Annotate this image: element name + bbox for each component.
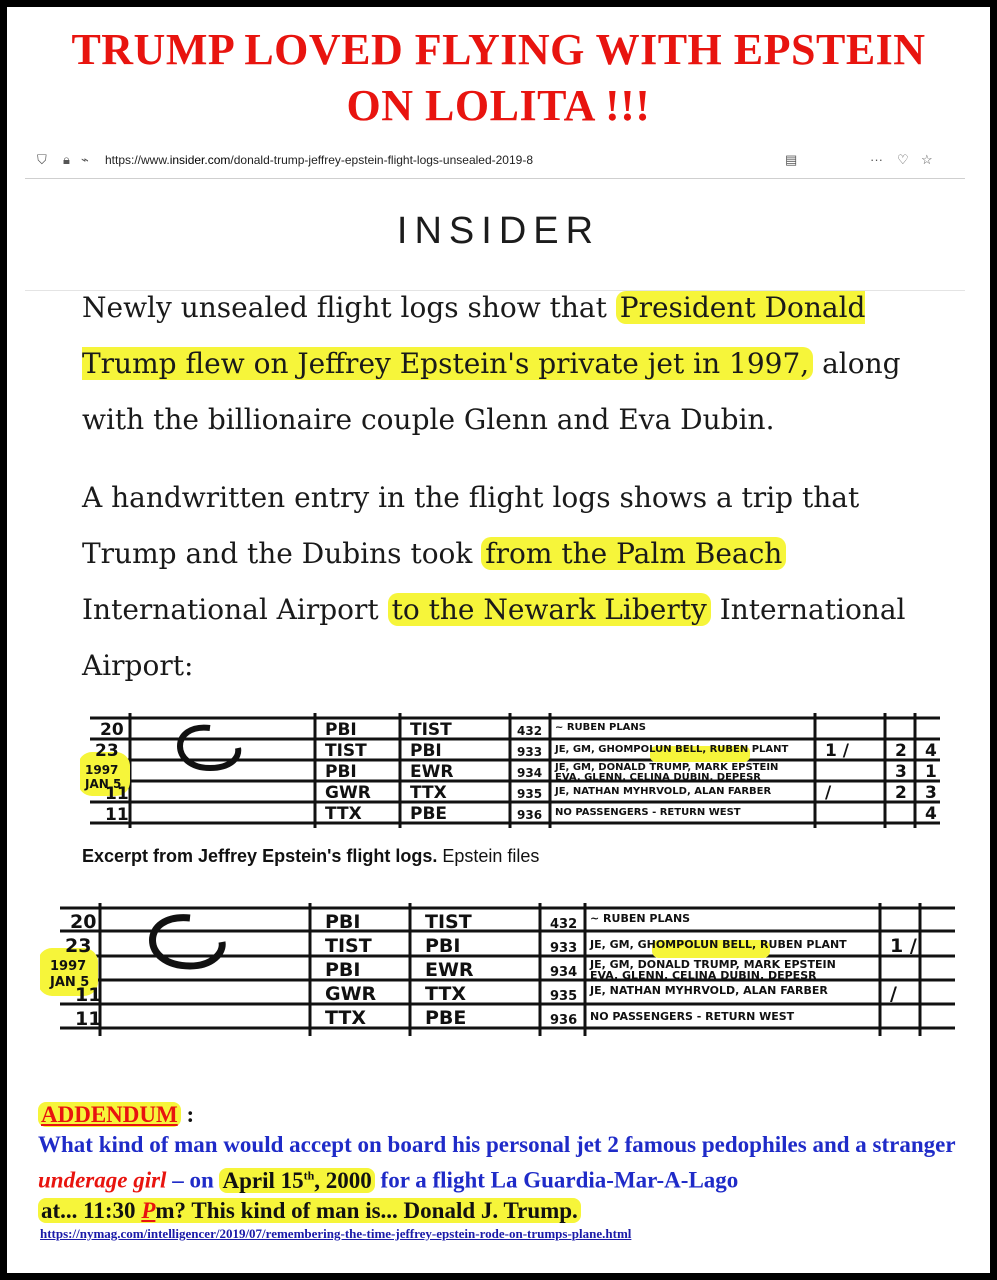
svg-text:2: 2 <box>895 741 907 761</box>
svg-text:TTX: TTX <box>325 804 362 824</box>
svg-text:PBI: PBI <box>325 720 357 740</box>
reader-view-icon[interactable]: ▤ <box>785 152 798 167</box>
svg-text:933: 933 <box>517 745 543 759</box>
svg-text:934: 934 <box>550 965 578 980</box>
svg-text:TIST: TIST <box>410 720 452 740</box>
headline-line-2: ON LOLITA !!! <box>346 81 651 130</box>
svg-text:11: 11 <box>75 984 102 1006</box>
svg-text:PBI: PBI <box>325 762 357 782</box>
svg-text:EVA, GLENN, CELINA DUBIN, DEPE: EVA, GLENN, CELINA DUBIN, DEPESR <box>590 969 817 982</box>
svg-text:TIST: TIST <box>325 741 367 761</box>
addendum-title: ADDENDUM <box>41 1102 178 1127</box>
svg-text:~ RUBEN PLANS: ~ RUBEN PLANS <box>590 912 691 925</box>
browser-address-bar <box>25 142 965 179</box>
svg-text:JAN 5: JAN 5 <box>85 777 122 791</box>
svg-text:EVA, GLENN, CELINA DUBIN, DEPE: EVA, GLENN, CELINA DUBIN, DEPESR <box>555 772 761 783</box>
svg-text:PBE: PBE <box>425 1007 467 1029</box>
svg-text:1: 1 <box>925 762 937 782</box>
svg-text:432: 432 <box>550 917 578 932</box>
headline-line-1: TRUMP LOVED FLYING WITH EPSTEIN <box>71 25 926 74</box>
site-logo[interactable]: INSIDER <box>396 210 601 252</box>
svg-text:23: 23 <box>95 741 119 761</box>
highlight-palm-beach: from the Palm Beach <box>481 537 786 570</box>
addendum-date-highlight: April 15th, 2000 <box>219 1168 374 1193</box>
svg-text:JE, GM, GHOMPOLUN BELL, RUBEN: JE, GM, GHOMPOLUN BELL, RUBEN PLANT <box>590 938 847 951</box>
svg-text:11: 11 <box>75 1008 102 1030</box>
svg-text:3: 3 <box>925 783 937 803</box>
svg-text:20: 20 <box>100 720 124 740</box>
svg-text:TIST: TIST <box>325 935 372 957</box>
permissions-icon[interactable]: ⌁ <box>81 152 89 167</box>
svg-text:TTX: TTX <box>325 1007 367 1029</box>
lock-icon[interactable]: 🔒︎ <box>63 152 70 167</box>
svg-text:EWR: EWR <box>410 762 454 782</box>
flight-log-image-2 <box>40 898 960 1038</box>
svg-text:PBI: PBI <box>410 741 442 761</box>
svg-text:1997: 1997 <box>85 763 119 777</box>
svg-text:JE, NATHAN MYHRVOLD, ALAN FARB: JE, NATHAN MYHRVOLD, ALAN FARBER <box>555 786 772 797</box>
svg-text:11: 11 <box>105 805 129 825</box>
svg-text:20: 20 <box>70 911 97 933</box>
svg-text:/: / <box>890 983 897 1005</box>
svg-text:GWR: GWR <box>325 783 371 803</box>
svg-text:NO PASSENGERS - RETURN WEST: NO PASSENGERS - RETURN WEST <box>555 807 741 818</box>
svg-text:NO PASSENGERS - RETURN WEST: NO PASSENGERS - RETURN WEST <box>590 1010 795 1023</box>
svg-text:PBI: PBI <box>325 959 361 981</box>
svg-text:936: 936 <box>550 1013 578 1028</box>
shield-icon[interactable]: ⛉ <box>37 152 47 167</box>
svg-text:/: / <box>825 783 832 803</box>
svg-text:~ RUBEN PLANS: ~ RUBEN PLANS <box>555 722 646 733</box>
url-field[interactable]: https://www.insider.com/donald-trump-jeffrey-epstein-flight-logs-unsealed-2019-8 <box>105 153 533 167</box>
more-icon[interactable]: ··· <box>870 152 883 167</box>
addendum-conclusion-highlight: at... 11:30 Pm? This kind of man is... Donald J. Trump. <box>38 1198 581 1223</box>
svg-text:1 /: 1 / <box>825 741 849 761</box>
svg-text:EWR: EWR <box>425 959 474 981</box>
svg-text:934: 934 <box>517 766 543 780</box>
svg-text:TTX: TTX <box>410 783 447 803</box>
headline <box>0 22 997 134</box>
svg-text:2: 2 <box>895 783 907 803</box>
pocket-icon[interactable]: ♡ <box>897 152 909 167</box>
svg-text:1997: 1997 <box>50 959 87 974</box>
svg-text:PBI: PBI <box>325 911 361 933</box>
svg-text:PBE: PBE <box>410 804 448 824</box>
svg-text:PBI: PBI <box>425 935 461 957</box>
svg-text:4: 4 <box>925 741 937 761</box>
svg-text:4: 4 <box>925 804 937 824</box>
source-link[interactable]: https://nymag.com/intelligencer/2019/07/remembering-the-time-jeffrey-epstein-rode-on-trumps-plane.html <box>40 1226 632 1241</box>
svg-text:TIST: TIST <box>425 911 472 933</box>
article-paragraph-2: A handwritten entry in the flight logs shows a trip that Trump and the Dubins took from the Palm Beach International Airport to the Newark Liberty International Airport: <box>82 481 906 682</box>
svg-text:1 /: 1 / <box>890 935 917 957</box>
addendum: ADDENDUM : What kind of man would accept on board his personal jet 2 famous pedophiles and a stranger underage girl – on April 15th, 2000 for a flight La Guardia-Mar-A-Lago at... 11:30 Pm? This kind of man is... Donald J. Trump. <box>38 1100 968 1226</box>
svg-text:936: 936 <box>517 808 543 822</box>
addendum-text: What kind of man would accept on board his personal jet 2 famous pedophiles and a stranger underage girl – on April 15th, 2000 for a flight La Guardia-Mar-A-Lago at... 11:30 Pm? This kind of man is... Donald J. Trump. <box>38 1132 956 1223</box>
svg-text:432: 432 <box>517 724 543 738</box>
image-caption: Excerpt from Jeffrey Epstein's flight logs. Epstein files <box>82 846 540 866</box>
svg-text:JE, GM, DONALD TRUMP, MARK EPS: JE, GM, DONALD TRUMP, MARK EPSTEIN <box>590 958 836 971</box>
svg-text:TTX: TTX <box>425 983 467 1005</box>
svg-text:GWR: GWR <box>325 983 377 1005</box>
svg-text:JE, NATHAN MYHRVOLD, ALAN FARB: JE, NATHAN MYHRVOLD, ALAN FARBER <box>590 984 828 997</box>
svg-text:3: 3 <box>895 762 907 782</box>
svg-text:935: 935 <box>550 989 578 1004</box>
svg-text:23: 23 <box>65 935 92 957</box>
star-icon[interactable]: ☆ <box>921 152 933 167</box>
flight-log-image-1 <box>80 708 945 830</box>
image-credit: Epstein files <box>442 846 540 866</box>
svg-text:JAN 5: JAN 5 <box>50 975 90 990</box>
article-paragraph-1: Newly unsealed flight logs show that President Donald Trump flew on Jeffrey Epstein's private jet in 1997, along with the billionaire couple Glenn and Eva Dubin. <box>82 291 901 436</box>
svg-text:11: 11 <box>105 784 129 804</box>
svg-text:935: 935 <box>517 787 543 801</box>
highlight-newark: to the Newark Liberty <box>388 593 711 626</box>
svg-text:933: 933 <box>550 941 578 956</box>
svg-text:JE, GM, DONALD TRUMP, MARK EPS: JE, GM, DONALD TRUMP, MARK EPSTEIN <box>555 762 779 773</box>
highlight-trump-flew: President Donald Trump flew on Jeffrey Epstein's private jet in 1997, <box>82 291 866 380</box>
svg-text:JE, GM, GHOMPOLUN BELL, RUBEN: JE, GM, GHOMPOLUN BELL, RUBEN PLANT <box>555 744 789 755</box>
